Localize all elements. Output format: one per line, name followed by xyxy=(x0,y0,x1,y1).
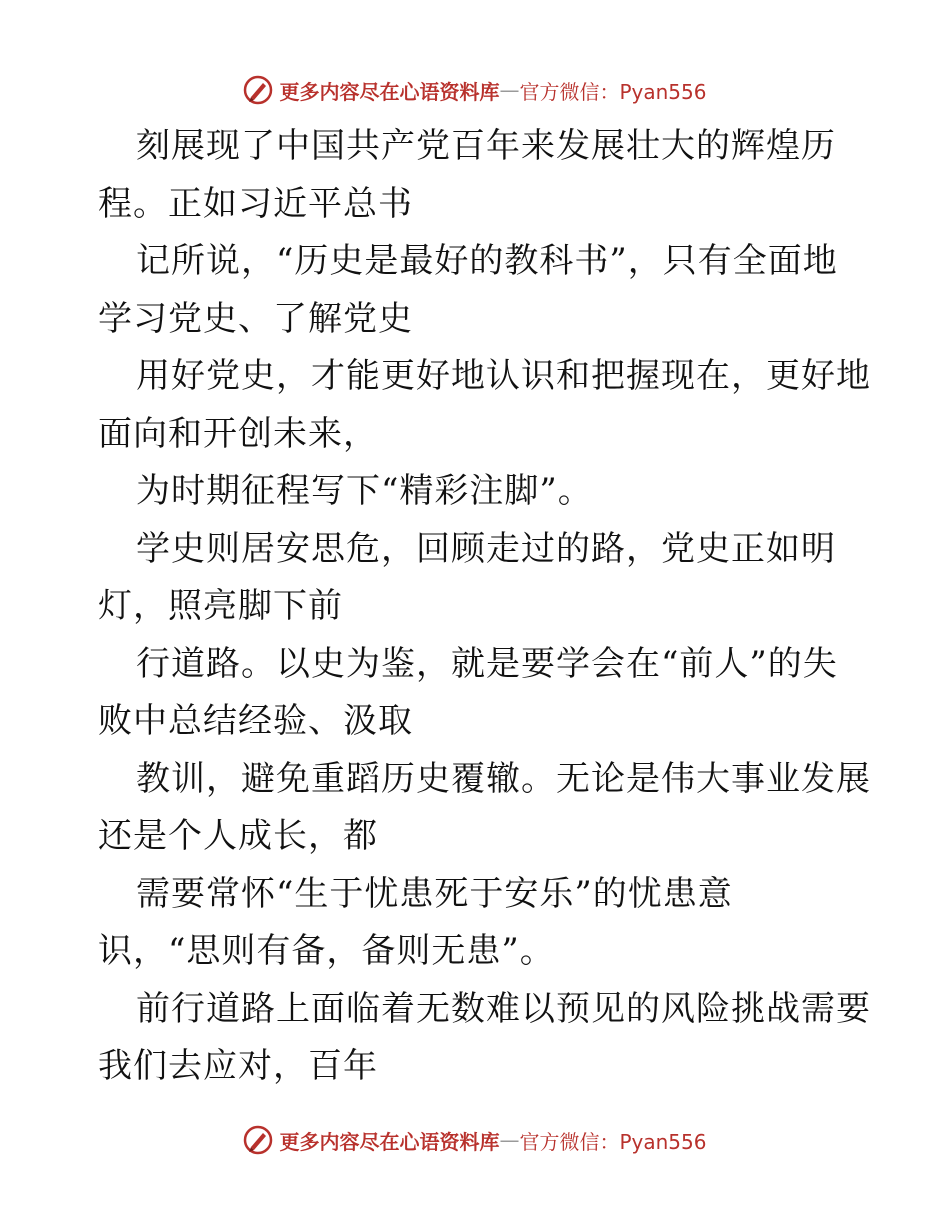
text-line-16: 前行道路上面临着无数难以预见的风险挑战需要 xyxy=(136,988,871,1029)
pen-logo-icon xyxy=(243,1125,273,1155)
pen-logo-icon xyxy=(243,75,273,105)
footer-watermark-banner xyxy=(0,1120,950,1160)
footer-brand-text: 更多内容尽在心语资料库 xyxy=(279,1129,500,1154)
text-line-17: 我们去应对，百年 xyxy=(98,1046,378,1086)
text-line-1: 刻展现了中国共产党百年来发展壮大的辉煌历 xyxy=(136,126,836,166)
header-contact-text: 官方微信：Pyan556 xyxy=(519,79,707,104)
text-line-5: 用好党史，才能更好地认识和把握现在，更好地 xyxy=(136,356,871,396)
text-line-2: 程。正如习近平总书 xyxy=(98,183,413,224)
header-watermark-banner xyxy=(0,70,950,110)
text-line-7: 为时期征程写下“精彩注脚”。 xyxy=(136,471,593,511)
document-body xyxy=(98,118,898,1096)
text-line-12: 教训，避免重蹈历史覆辙。无论是伟大事业发展 xyxy=(136,758,871,799)
text-line-4: 学习党史、了解党史 xyxy=(98,298,413,339)
text-line-8: 学史则居安思危，回顾走过的路，党史正如明 xyxy=(136,528,836,569)
text-line-13: 还是个人成长，都 xyxy=(98,816,378,856)
text-line-11: 败中总结经验、汲取 xyxy=(98,701,413,741)
footer-contact-text: 官方微信：Pyan556 xyxy=(519,1129,707,1154)
footer-separator: — xyxy=(499,1128,520,1152)
text-line-3: 记所说，“历史是最好的教科书”，只有全面地 xyxy=(136,241,838,281)
text-line-9: 灯，照亮脚下前 xyxy=(98,586,343,626)
text-line-10: 行道路。以史为鉴，就是要学会在“前人”的失 xyxy=(136,643,838,684)
text-line-14: 需要常怀“生于忧患死于安乐”的忧患意 xyxy=(136,873,733,914)
text-line-6: 面向和开创未来， xyxy=(98,413,378,454)
header-brand-text: 更多内容尽在心语资料库 xyxy=(279,79,500,104)
header-separator: — xyxy=(499,78,520,102)
text-line-15: 识，“思则有备，备则无患”。 xyxy=(98,931,555,971)
